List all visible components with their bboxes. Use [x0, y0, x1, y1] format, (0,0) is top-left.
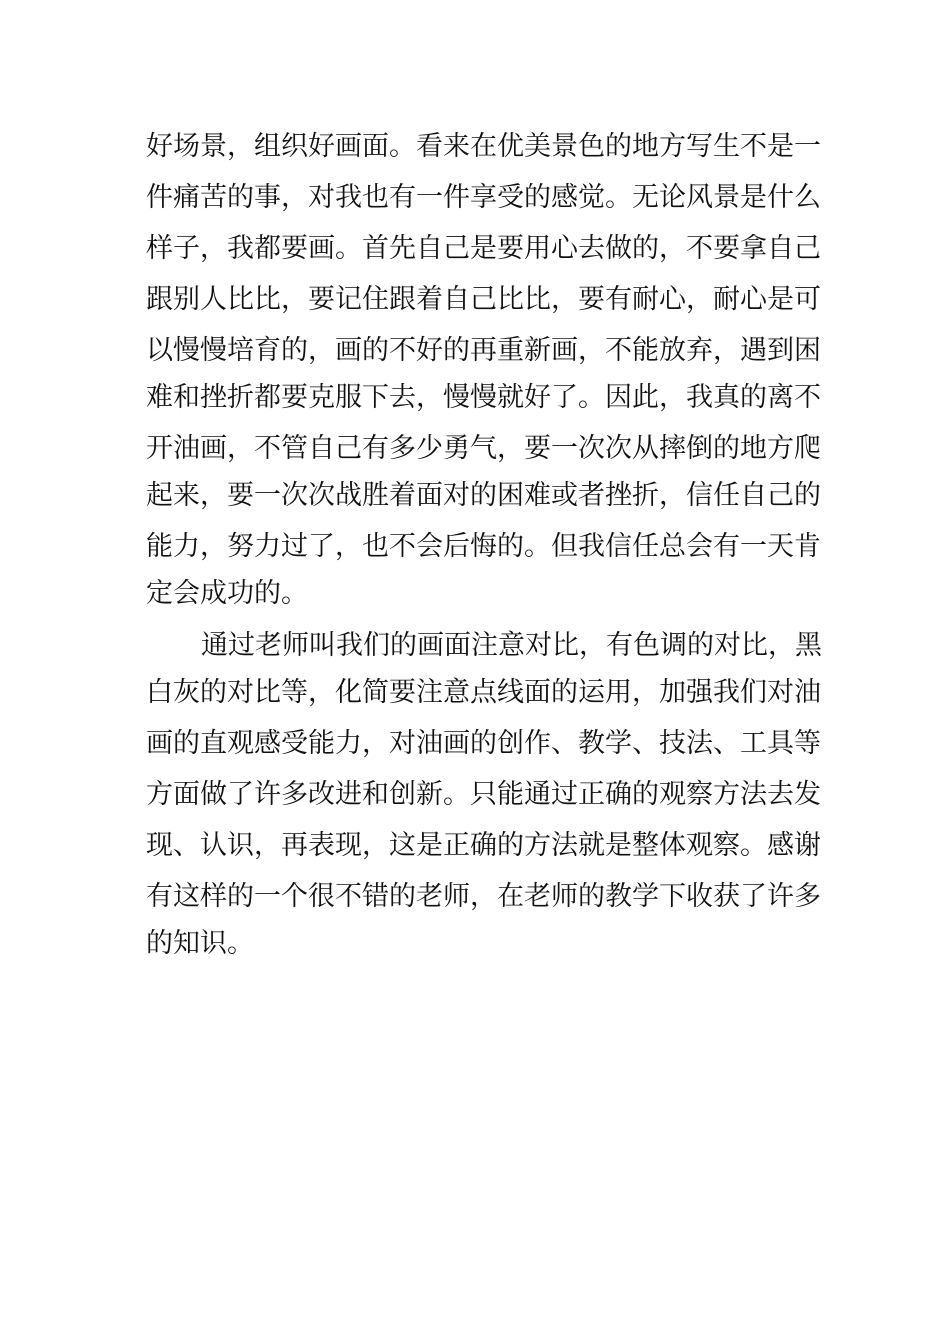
- text-line: 现、认识，再表现，这是正确的方法就是整体观察。感谢: [146, 830, 821, 861]
- text-line: 能力，努力过了，也不会后悔的。但我信任总会有一天肯: [146, 531, 821, 562]
- text-line: 以慢慢培育的，画的不好的再重新画，不能放弃，遇到困: [146, 335, 821, 366]
- text-line: 的知识。: [146, 928, 254, 959]
- text-line: 方面做了许多改进和创新。只能通过正确的观察方法去发: [146, 779, 821, 810]
- text-line: 白灰的对比等，化简要注意点线面的运用，加强我们对油: [146, 677, 821, 708]
- text-line: 画的直观感受能力，对油画的创作、教学、技法、工具等: [146, 728, 821, 759]
- text-line: 件痛苦的事，对我也有一件享受的感觉。无论风景是什么: [146, 182, 821, 213]
- text-line: 起来，要一次次战胜着面对的困难或者挫折，信任自己的: [146, 480, 821, 511]
- text-line: 有这样的一个很不错的老师，在老师的教学下收获了许多: [146, 881, 821, 912]
- text-line: 难和挫折都要克服下去，慢慢就好了。因此，我真的离不: [146, 382, 821, 413]
- text-line: 定会成功的。: [146, 578, 308, 609]
- text-line: 开油画，不管自己有多少勇气，要一次次从摔倒的地方爬: [146, 433, 821, 464]
- text-line: 跟别人比比，要记住跟着自己比比，要有耐心，耐心是可: [146, 284, 821, 315]
- text-line: 好场景，组织好画面。看来在优美景色的地方写生不是一: [146, 131, 821, 162]
- text-line: 样子，我都要画。首先自己是要用心去做的，不要拿自己: [146, 233, 821, 264]
- text-line: 通过老师叫我们的画面注意对比，有色调的对比，黑: [201, 630, 822, 661]
